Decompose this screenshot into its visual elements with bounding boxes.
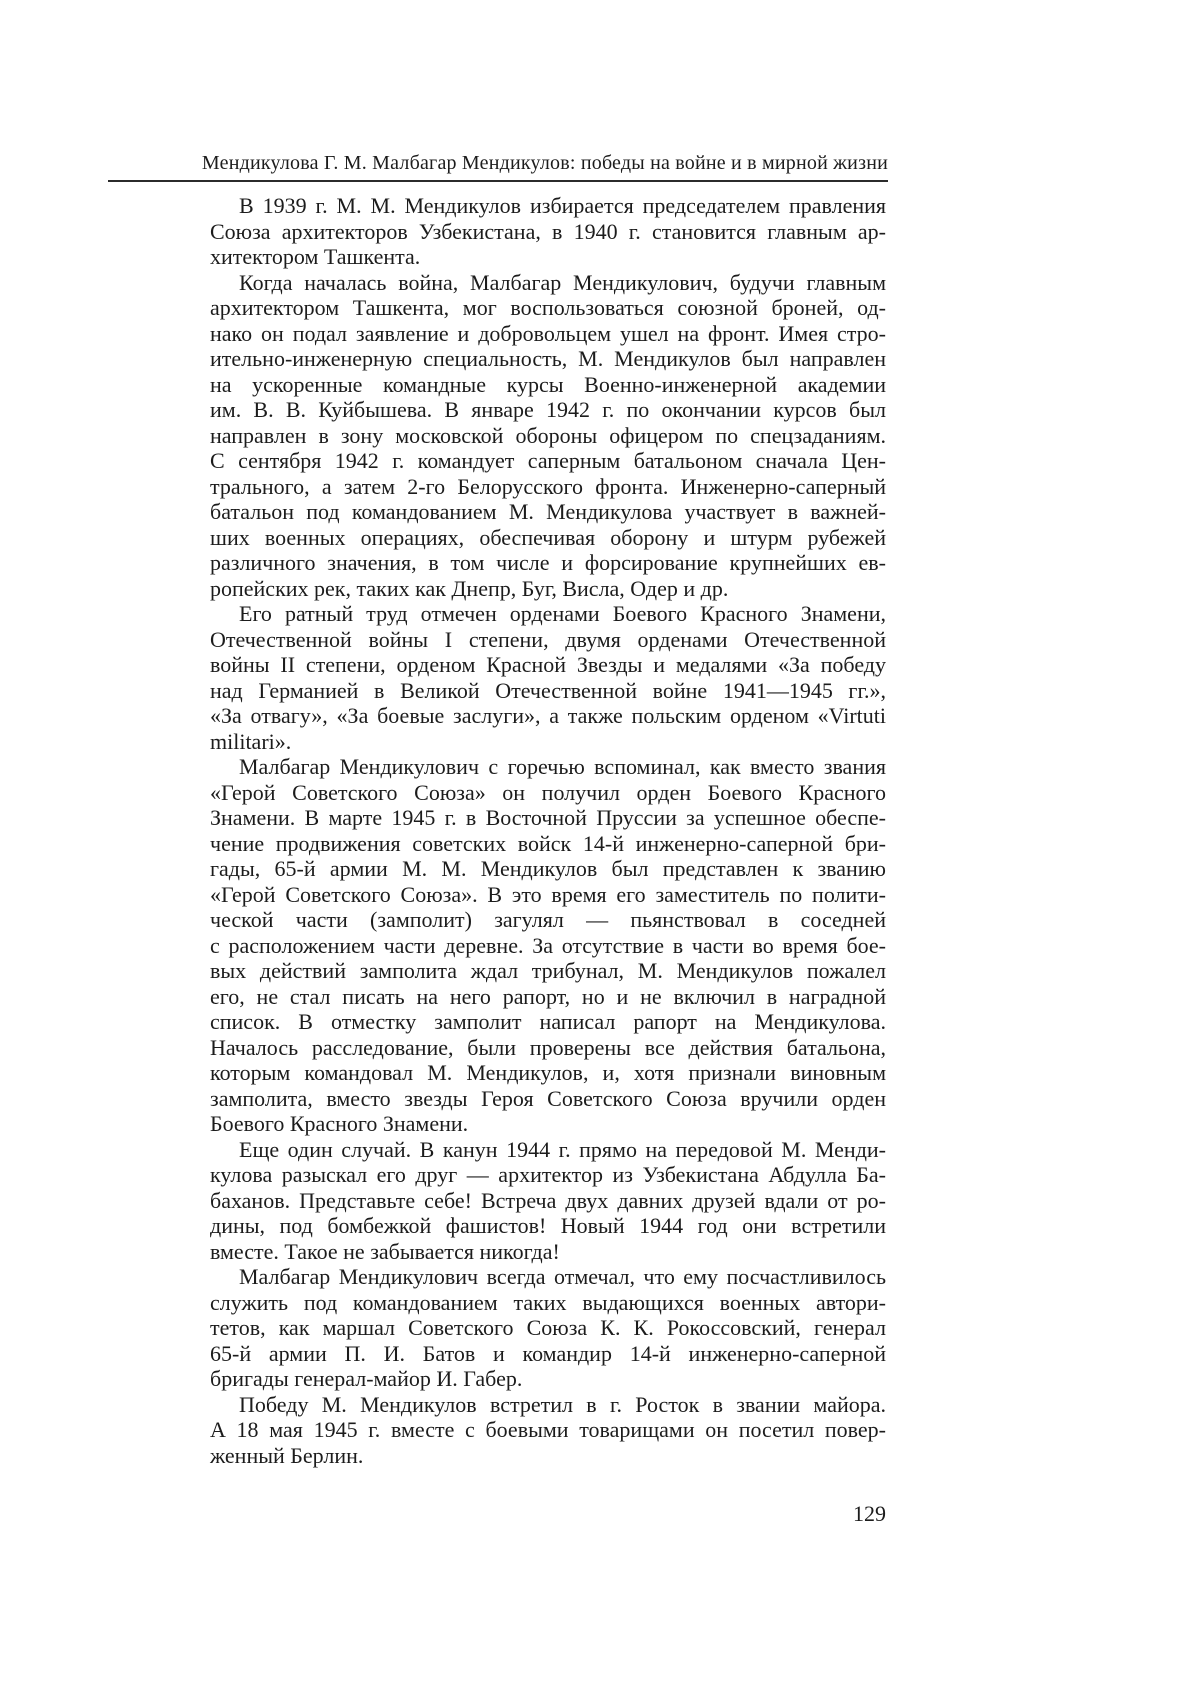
- text-line: вых действий замполита ждал трибунал, М. Мендикулов пожалел: [210, 958, 886, 983]
- article-body: [210, 193, 886, 1468]
- text-line: ропейских рек, таких как Днепр, Буг, Висла, Одер и др.: [210, 575, 729, 601]
- text-line: гады, 65-й армии М. М. Мендикулов был представлен к званию: [210, 856, 886, 881]
- text-line: «Герой Советского Союза» он получил орден Боевого Красного: [210, 779, 886, 805]
- paragraph: [210, 193, 886, 270]
- text-line: ших военных операциях, обеспечивая оборону и штурм рубежей: [210, 524, 886, 550]
- paragraph: [210, 1264, 886, 1392]
- text-line: Союза архитекторов Узбекистана, в 1940 г. становится главным ар-: [210, 218, 886, 244]
- text-line: В 1939 г. М. М. Мендикулов избирается председателем правления: [239, 193, 886, 218]
- text-line: замполита, вместо звезды Героя Советского Союза вручили орден: [210, 1085, 886, 1111]
- text-line: бригады генерал-майор И. Габер.: [210, 1366, 523, 1391]
- text-line: Малбагар Мендикулович с горечью вспоминал, как вместо звания: [239, 754, 886, 779]
- text-line: Боевого Красного Знамени.: [210, 1111, 469, 1136]
- text-line: Когда началась война, Малбагар Мендикулович, будучи главным: [239, 269, 886, 295]
- text-line: Победу М. Мендикулов встретил в г. Росток в звании майора.: [239, 1391, 886, 1417]
- text-line: Еще один случай. В канун 1944 г. прямо на передовой М. Менди-: [239, 1136, 886, 1162]
- running-head: [108, 150, 888, 182]
- text-line: которым командовал М. Мендикулов, и, хотя признали виновным: [210, 1060, 886, 1085]
- text-line: вместе. Такое не забывается никогда!: [210, 1238, 560, 1264]
- text-line: кулова разыскал его друг — архитектор из Узбекистана Абдулла Ба-: [210, 1162, 886, 1187]
- text-line: трального, а затем 2-го Белорусского фронта. Инженерно-саперный: [210, 473, 886, 499]
- text-line: чение продвижения советских войск 14-й инженерно-саперной бри-: [210, 830, 886, 856]
- text-line: различного значения, в том числе и форсирование крупнейших ев-: [210, 550, 886, 575]
- text-line: служить под командованием таких выдающихся военных автори-: [210, 1289, 886, 1315]
- running-head-text: Мендикулова Г. М. Малбагар Мендикулов: победы на войне и в мирной жизни: [201, 152, 888, 174]
- text-line: 65-й армии П. И. Батов и командир 14-й инженерно-саперной: [210, 1340, 886, 1366]
- text-line: Его ратный труд отмечен орденами Боевого Красного Знамени,: [239, 601, 886, 626]
- text-line: дины, под бомбежкой фашистов! Новый 1944 год они встретили: [210, 1213, 886, 1238]
- paragraph: [210, 754, 886, 1137]
- text-line: ительно-инженерную специальность, М. Мендикулов был направлен: [210, 346, 886, 371]
- text-line: тетов, как маршал Советского Союза К. К. Рокоссовский, генерал: [210, 1315, 886, 1340]
- paragraph: [210, 601, 886, 754]
- text-line: женный Берлин.: [210, 1442, 364, 1468]
- text-line: направлен в зону московской обороны офицером по спецзаданиям.: [210, 422, 886, 448]
- page-number: 129: [853, 1501, 886, 1526]
- paragraph: [210, 1137, 886, 1265]
- paragraph: [210, 270, 886, 602]
- text-line: militari».: [210, 728, 292, 754]
- text-line: его, не стал писать на него рапорт, но и не включил в наградной: [210, 983, 886, 1009]
- text-line: на ускоренные командные курсы Военно-инженерной академии: [210, 371, 886, 397]
- text-line: Малбагар Мендикулович всегда отмечал, что ему посчастливилось: [239, 1264, 886, 1289]
- text-line: Отечественной войны I степени, двумя орденами Отечественной: [210, 626, 886, 652]
- text-line: «За отвагу», «За боевые заслуги», а также польским орденом «Virtuti: [210, 703, 886, 728]
- text-line: С сентября 1942 г. командует саперным батальоном сначала Цен-: [210, 448, 886, 473]
- text-line: войны II степени, орденом Красной Звезды и медалями «За победу: [210, 652, 886, 677]
- text-line: А 18 мая 1945 г. вместе с боевыми товарищами он посетил повер-: [210, 1417, 886, 1442]
- text-line: нако он подал заявление и добровольцем ушел на фронт. Имея стро-: [210, 320, 886, 346]
- text-line: батальон под командованием М. Мендикулова участвует в важней-: [210, 499, 886, 524]
- text-line: с расположением части деревне. За отсутствие в части во время бое-: [210, 932, 886, 958]
- text-line: список. В отместку замполит написал рапорт на Мендикулова.: [210, 1009, 886, 1034]
- text-line: баханов. Представьте себе! Встреча двух давних друзей вдали от ро-: [210, 1187, 886, 1213]
- text-line: им. В. В. Куйбышева. В январе 1942 г. по окончании курсов был: [210, 397, 886, 422]
- text-line: архитектором Ташкента, мог воспользоваться союзной броней, од-: [210, 295, 886, 320]
- text-line: «Герой Советского Союза». В это время его заместитель по полити-: [210, 881, 886, 907]
- text-line: Знамени. В марте 1945 г. в Восточной Пруссии за успешное обеспе-: [210, 805, 886, 830]
- text-line: над Германией в Великой Отечественной войне 1941—1945 гг.»,: [210, 677, 886, 703]
- text-line: хитектором Ташкента.: [210, 244, 421, 269]
- paragraph: [210, 1392, 886, 1469]
- text-line: ческой части (замполит) загулял — пьянствовал в соседней: [210, 907, 886, 932]
- text-line: Началось расследование, были проверены все действия батальона,: [210, 1034, 886, 1060]
